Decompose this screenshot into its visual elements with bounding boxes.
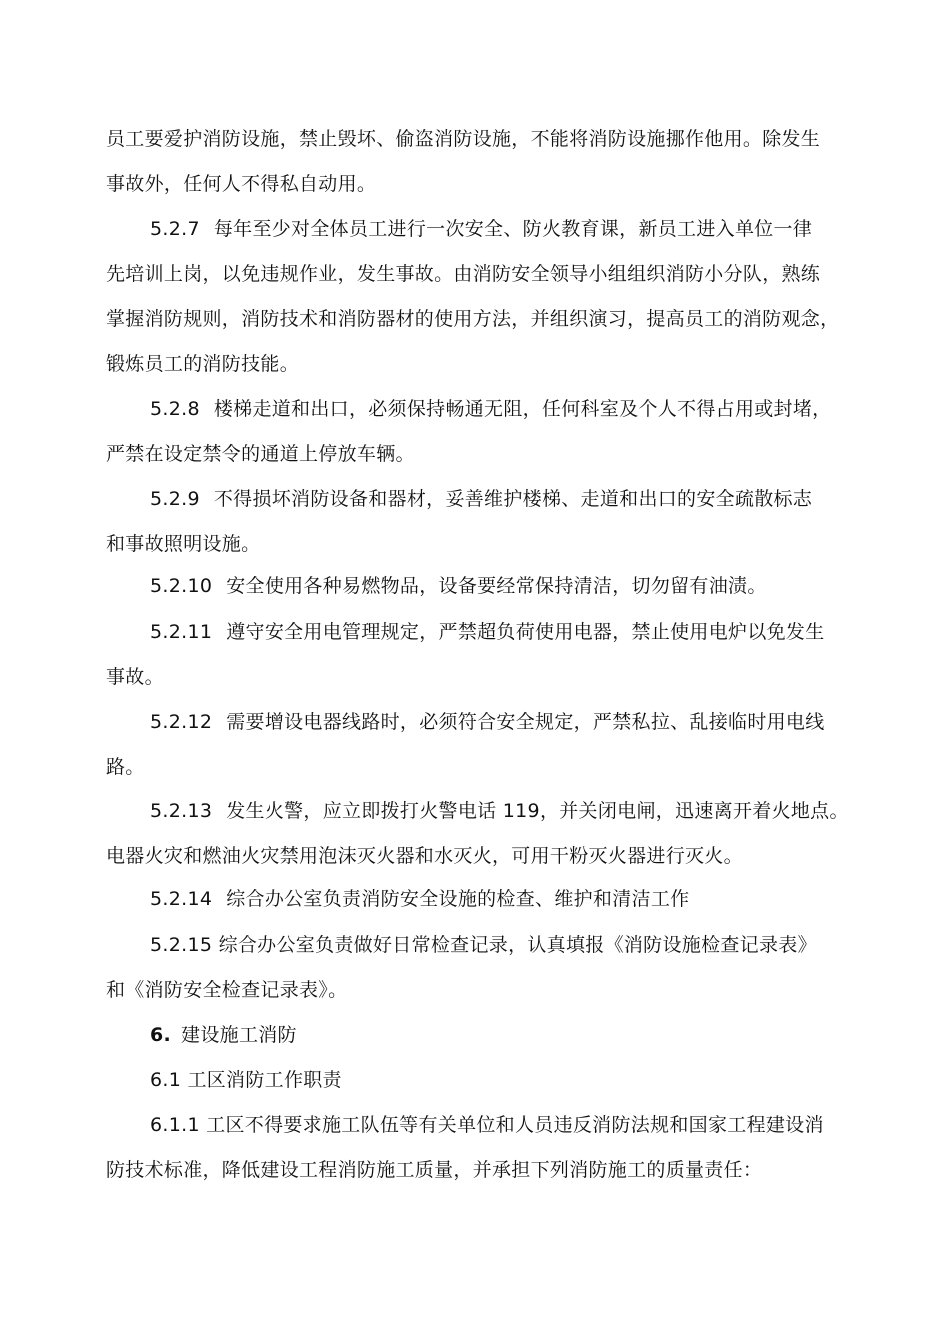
clause-number: 5.2.10 (150, 575, 213, 597)
clause-5-2-9 (150, 487, 812, 511)
clause-number: 5.2.7 (150, 218, 200, 240)
paragraph-line (106, 844, 743, 868)
line-text: 每年至少对全体员工进行一次安全、防火教育课，新员工进入单位一律 (213, 218, 813, 240)
clause-5-2-11 (150, 620, 825, 644)
clause-number: 5.2.12 (150, 711, 213, 733)
line-text: 防技术标准，降低建设工程消防施工质量，并承担下列消防施工的质量责任： (106, 1159, 763, 1181)
line-text: 事故外，任何人不得私自动用。 (106, 173, 377, 195)
clause-5-2-13 (150, 799, 849, 823)
paragraph-line (106, 262, 820, 286)
line-text: 不得损坏消防设备和器材，妥善维护楼梯、走道和出口的安全疏散标志 (213, 488, 813, 510)
paragraph-line (106, 755, 145, 779)
clause-number: 5.2.9 (150, 488, 200, 510)
line-text: 需要增设电器线路时，必须符合安全规定，严禁私拉、乱接临时用电线 (226, 711, 825, 733)
paragraph-line (106, 127, 820, 151)
paragraph-line (106, 442, 415, 466)
line-text: 遵守安全用电管理规定，严禁超负荷使用电器，禁止使用电炉以免发生 (226, 621, 825, 643)
paragraph-line (106, 172, 376, 196)
clause-6-1-1 (150, 1113, 824, 1137)
line-text: 掌握消防规则，消防技术和消防器材的使用方法，并组织演习，提高员工的消防观念， (106, 308, 840, 330)
clause-5-2-7 (150, 217, 812, 241)
section-number: 6. (150, 1024, 172, 1046)
line-text: 员工要爱护消防设施，禁止毁坏、偷盗消防设施，不能将消防设施挪作他用。除发生 (106, 128, 821, 150)
line-text: 事故。 (106, 666, 164, 688)
paragraph-line (106, 307, 839, 331)
line-text: 和《消防安全检查记录表》。 (106, 979, 348, 1001)
paragraph-line (106, 665, 164, 689)
clause-number: 5.2.13 (150, 800, 213, 822)
clause-5-2-8 (150, 397, 831, 421)
line-text: 综合办公室负责消防安全设施的检查、维护和清洁工作 (226, 888, 690, 910)
clause-5-2-15 (150, 933, 817, 957)
clause-5-2-12 (150, 710, 825, 734)
line-text: 电器火灾和燃油火灾禁用泡沫灭火器和水灭火，可用干粉灭火器进行灭火。 (106, 845, 743, 867)
clause-number: 5.2.8 (150, 398, 200, 420)
line-text: 锻炼员工的消防技能。 (106, 353, 300, 375)
clause-number: 5.2.11 (150, 621, 213, 643)
line-text: 安全使用各种易燃物品，设备要经常保持清洁，切勿留有油渍。 (226, 575, 767, 597)
line-text: 6.1 工区消防工作职责 (150, 1069, 342, 1091)
paragraph-line (106, 352, 299, 376)
line-text: 6.1.1 工区不得要求施工队伍等有关单位和人员违反消防法规和国家工程建设消 (150, 1114, 824, 1136)
line-text: 楼梯走道和出口，必须保持畅通无阻，任何科室及个人不得占用或封堵， (213, 398, 832, 420)
paragraph-line (106, 532, 260, 556)
clause-number: 5.2.14 (150, 888, 213, 910)
subsection-heading-6-1 (150, 1068, 342, 1092)
clause-5-2-10 (150, 574, 767, 598)
line-text: 和事故照明设施。 (106, 533, 261, 555)
paragraph-line (106, 978, 347, 1002)
clause-5-2-14 (150, 887, 689, 911)
line-text: 严禁在设定禁令的通道上停放车辆。 (106, 443, 415, 465)
line-text: 路。 (106, 756, 145, 778)
section-heading-6 (150, 1023, 297, 1047)
line-text: 5.2.15 综合办公室负责做好日常检查记录，认真填报《消防设施检查记录表》 (150, 934, 817, 956)
line-text: 先培训上岗，以免违规作业，发生事故。由消防安全领导小组组织消防小分队，熟练 (106, 263, 821, 285)
section-title: 建设施工消防 (181, 1024, 297, 1046)
paragraph-line (106, 1158, 762, 1182)
line-text: 发生火警，应立即拨打火警电话 119，并关闭电闸，迅速离开着火地点。 (226, 800, 849, 822)
